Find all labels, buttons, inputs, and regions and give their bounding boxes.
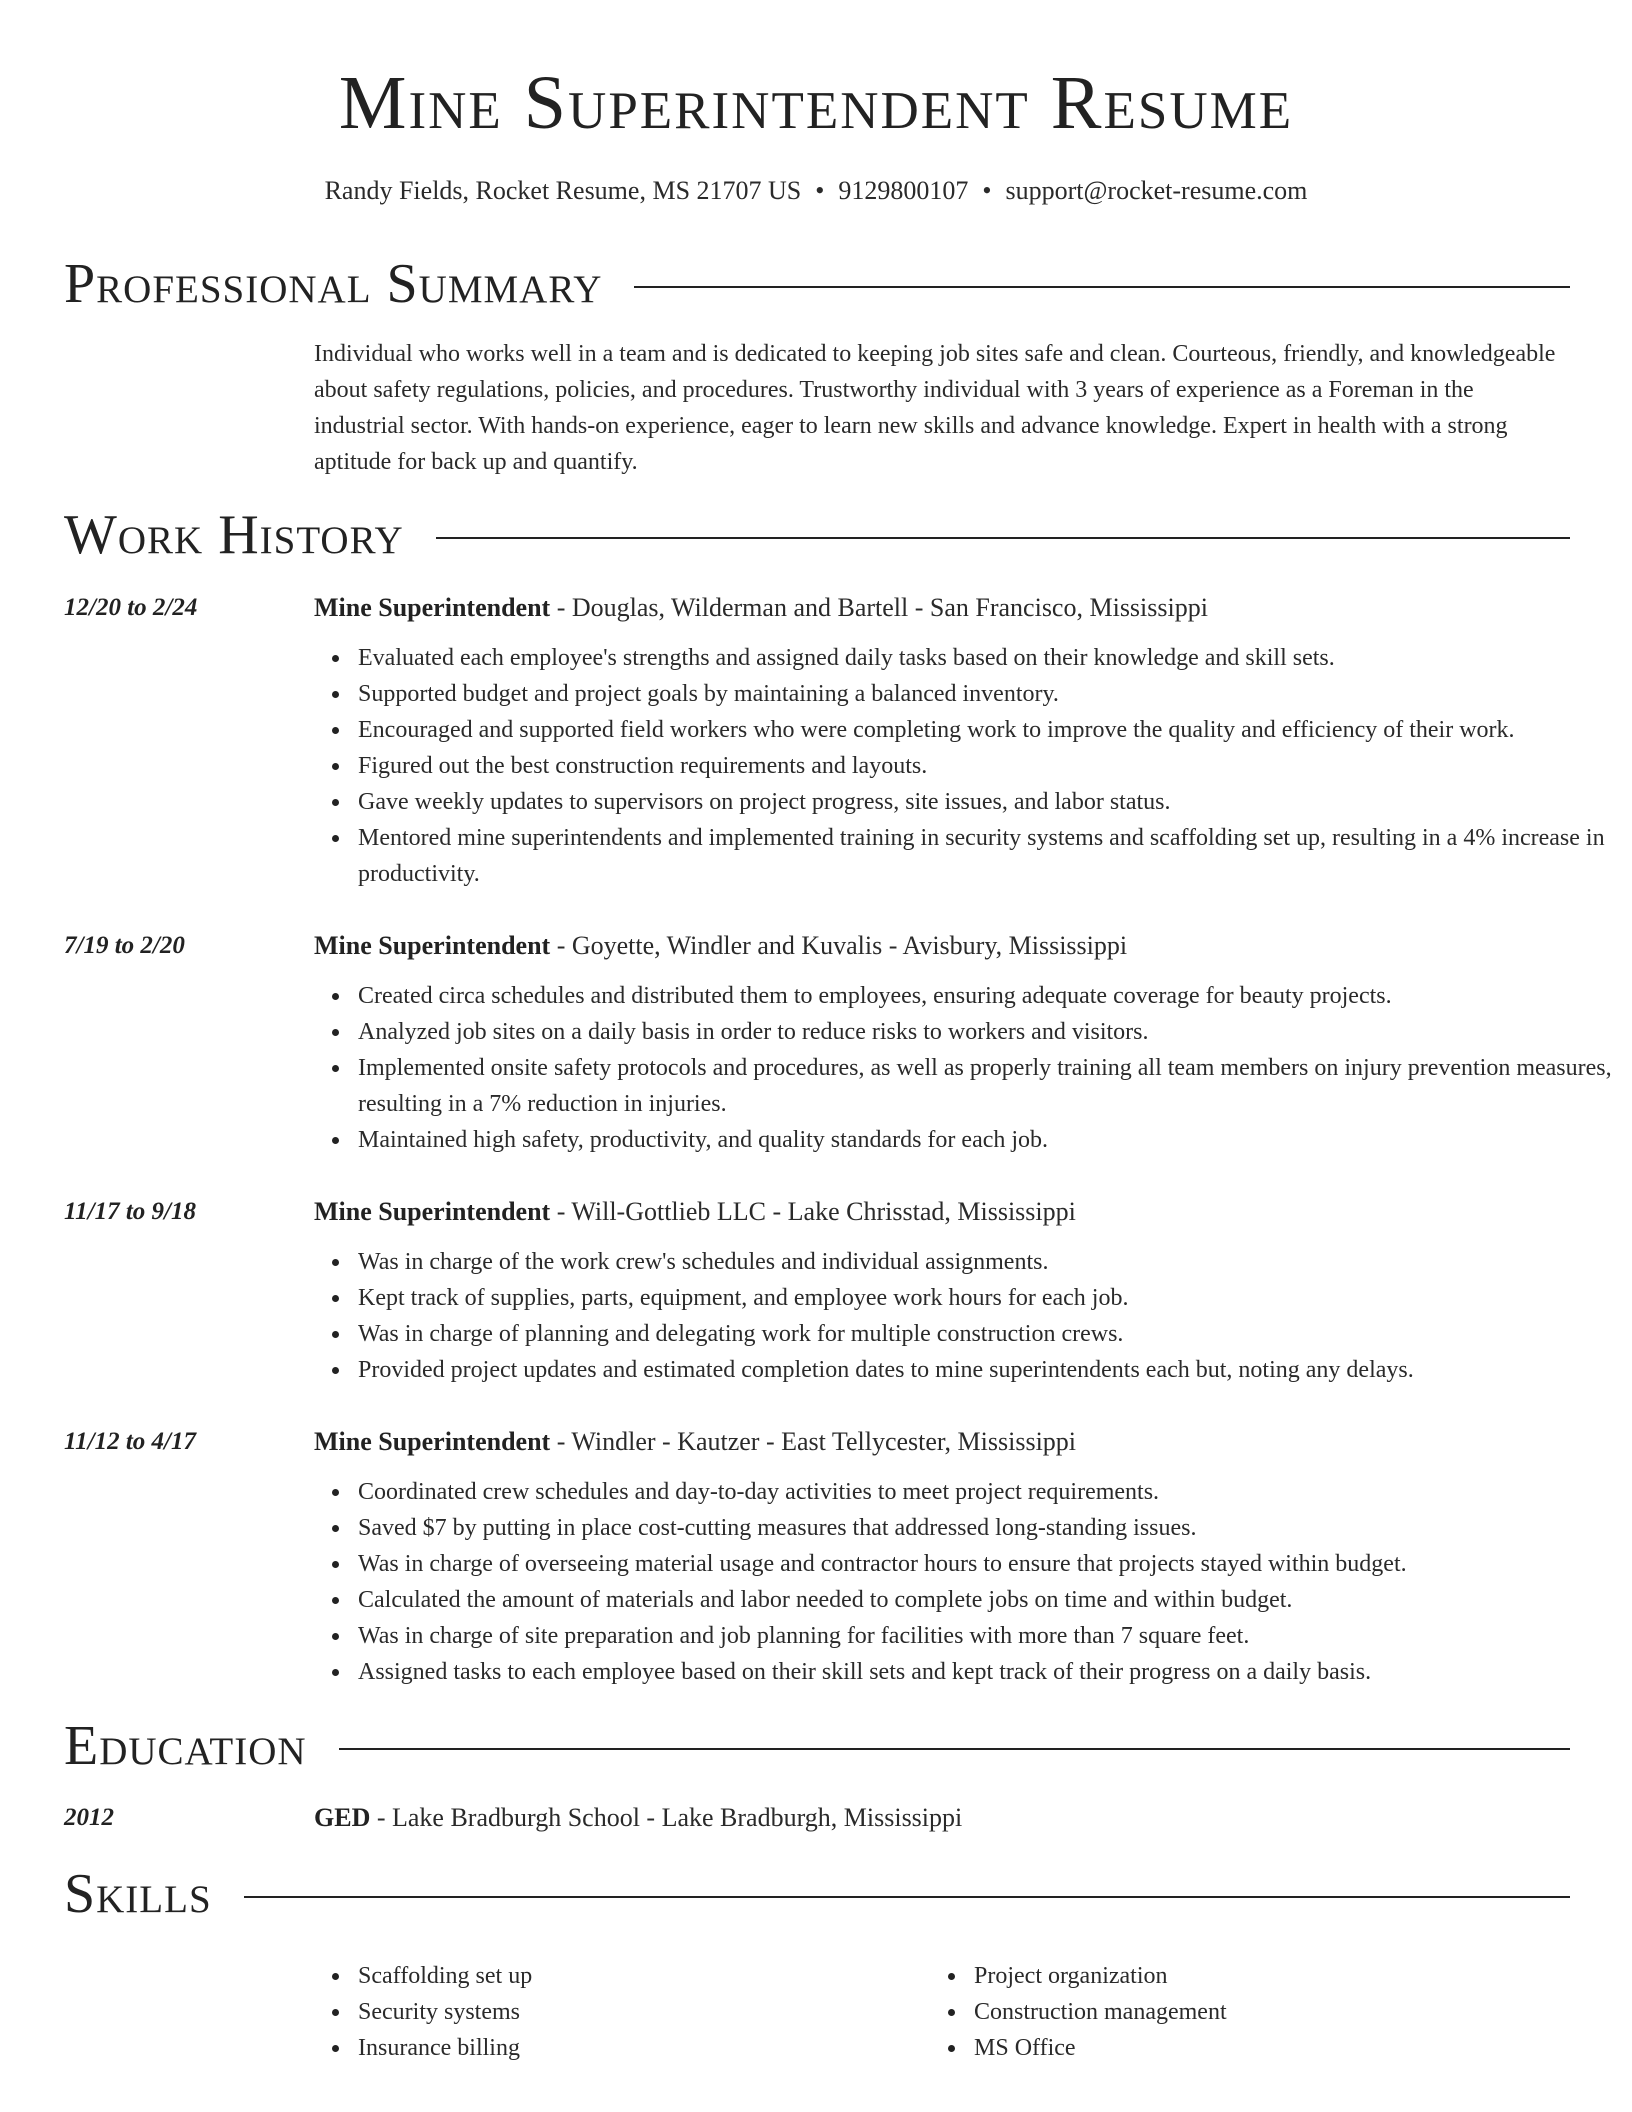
education-degree: GED — [314, 1803, 371, 1832]
bullet-separator: • — [982, 176, 992, 205]
summary-heading: Professional Summary — [64, 253, 603, 315]
job-bullet: Encouraged and supported field workers who were completing work to improve the quality and efficiency of their work. — [358, 712, 1618, 748]
summary-section-header — [64, 252, 1570, 316]
job-bullet: Coordinated crew schedules and day-to-day activities to meet project requirements. — [358, 1474, 1618, 1510]
job-bullets — [314, 640, 1618, 892]
skill-item: Security systems — [358, 1994, 532, 2030]
job-employer: - Will-Gottlieb LLC - Lake Chrisstad, Mississippi — [550, 1197, 1076, 1226]
job-bullets — [314, 978, 1618, 1158]
skill-item: MS Office — [974, 2030, 1227, 2066]
section-divider — [339, 1748, 1570, 1750]
job-title: Mine Superintendent — [314, 1197, 551, 1226]
skills-column-1 — [314, 1958, 532, 2066]
skills-heading: Skills — [64, 1863, 212, 1925]
job-title: Mine Superintendent — [314, 931, 551, 960]
job-bullets — [314, 1244, 1618, 1388]
contact-line — [0, 174, 1632, 208]
skill-item: Construction management — [974, 1994, 1227, 2030]
skills-column-2 — [930, 1958, 1227, 2066]
contact-phone: 9129800107 — [838, 176, 969, 205]
job-bullet: Saved $7 by putting in place cost-cutting measures that addressed long-standing issues. — [358, 1510, 1618, 1546]
job-bullets — [314, 1474, 1618, 1690]
job-dates: 11/12 to 4/17 — [64, 1428, 196, 1455]
job-employer: - Goyette, Windler and Kuvalis - Avisbury, Mississippi — [550, 931, 1128, 960]
section-divider — [244, 1896, 1570, 1898]
bullet-separator: • — [815, 176, 825, 205]
job-heading — [314, 928, 1570, 964]
section-divider — [634, 286, 1570, 288]
job-bullet: Assigned tasks to each employee based on their skill sets and kept track of their progress on a daily basis. — [358, 1654, 1618, 1690]
job-heading — [314, 1194, 1570, 1230]
work-history-heading: Work History — [64, 504, 404, 566]
job-bullet: Was in charge of overseeing material usage and contractor hours to ensure that projects stayed within budget. — [358, 1546, 1618, 1582]
job-bullet: Mentored mine superintendents and implemented training in security systems and scaffolding set up, resulting in a 4% increase in productivity. — [358, 820, 1618, 892]
job-bullet: Kept track of supplies, parts, equipment, and employee work hours for each job. — [358, 1280, 1618, 1316]
skill-item: Project organization — [974, 1958, 1227, 1994]
education-section-header — [64, 1714, 1570, 1778]
skills-section-header — [64, 1862, 1570, 1926]
skill-item: Insurance billing — [358, 2030, 532, 2066]
education-heading: Education — [64, 1715, 307, 1777]
job-bullet: Figured out the best construction requirements and layouts. — [358, 748, 1618, 784]
job-bullet: Was in charge of planning and delegating work for multiple construction crews. — [358, 1316, 1618, 1352]
job-dates: 12/20 to 2/24 — [64, 594, 198, 621]
job-bullet: Gave weekly updates to supervisors on project progress, site issues, and labor status. — [358, 784, 1618, 820]
job-heading — [314, 590, 1570, 626]
job-bullet: Analyzed job sites on a daily basis in order to reduce risks to workers and visitors. — [358, 1014, 1618, 1050]
job-bullet: Calculated the amount of materials and labor needed to complete jobs on time and within budget. — [358, 1582, 1618, 1618]
job-employer: - Windler - Kautzer - East Tellycester, Mississippi — [550, 1427, 1077, 1456]
job-employer: - Douglas, Wilderman and Bartell - San Francisco, Mississippi — [550, 593, 1208, 622]
education-year: 2012 — [64, 1804, 114, 1831]
job-bullet: Provided project updates and estimated completion dates to mine superintendents each but, noting any delays. — [358, 1352, 1618, 1388]
job-bullet: Created circa schedules and distributed them to employees, ensuring adequate coverage for beauty projects. — [358, 978, 1618, 1014]
section-divider — [436, 537, 1570, 539]
job-dates: 7/19 to 2/20 — [64, 932, 185, 959]
education-heading-line — [314, 1800, 1570, 1836]
job-heading — [314, 1424, 1570, 1460]
job-bullet: Evaluated each employee's strengths and assigned daily tasks based on their knowledge and skill sets. — [358, 640, 1618, 676]
job-bullet: Was in charge of the work crew's schedules and individual assignments. — [358, 1244, 1618, 1280]
job-title: Mine Superintendent — [314, 593, 551, 622]
skill-item: Scaffolding set up — [358, 1958, 532, 1994]
contact-email: support@rocket-resume.com — [1005, 176, 1308, 205]
education-school: - Lake Bradburgh School - Lake Bradburgh, Mississippi — [370, 1803, 963, 1832]
job-bullet: Maintained high safety, productivity, and quality standards for each job. — [358, 1122, 1618, 1158]
job-bullet: Supported budget and project goals by maintaining a balanced inventory. — [358, 676, 1618, 712]
summary-text: Individual who works well in a team and is dedicated to keeping job sites safe and clean. Courteous, friendly, and knowledgeable about safety regulations, policies, and procedures. Trustworthy individual with 3 years of experience as a Foreman in the industrial sector. With hands-on experience, eager to learn new skills and advance knowledge. Expert in health with a strong aptitude for back up and quantify. — [314, 341, 1556, 475]
work-history-section-header — [64, 503, 1570, 567]
job-bullet: Was in charge of site preparation and job planning for facilities with more than 7 square feet. — [358, 1618, 1618, 1654]
job-dates: 11/17 to 9/18 — [64, 1198, 196, 1225]
job-bullet: Implemented onsite safety protocols and procedures, as well as properly training all team members on injury prevention measures, resulting in a 7% reduction in injuries. — [358, 1050, 1618, 1122]
page-title: Mine Superintendent Resume — [338, 61, 1294, 145]
contact-address: Randy Fields, Rocket Resume, MS 21707 US — [324, 176, 802, 205]
job-title: Mine Superintendent — [314, 1427, 551, 1456]
